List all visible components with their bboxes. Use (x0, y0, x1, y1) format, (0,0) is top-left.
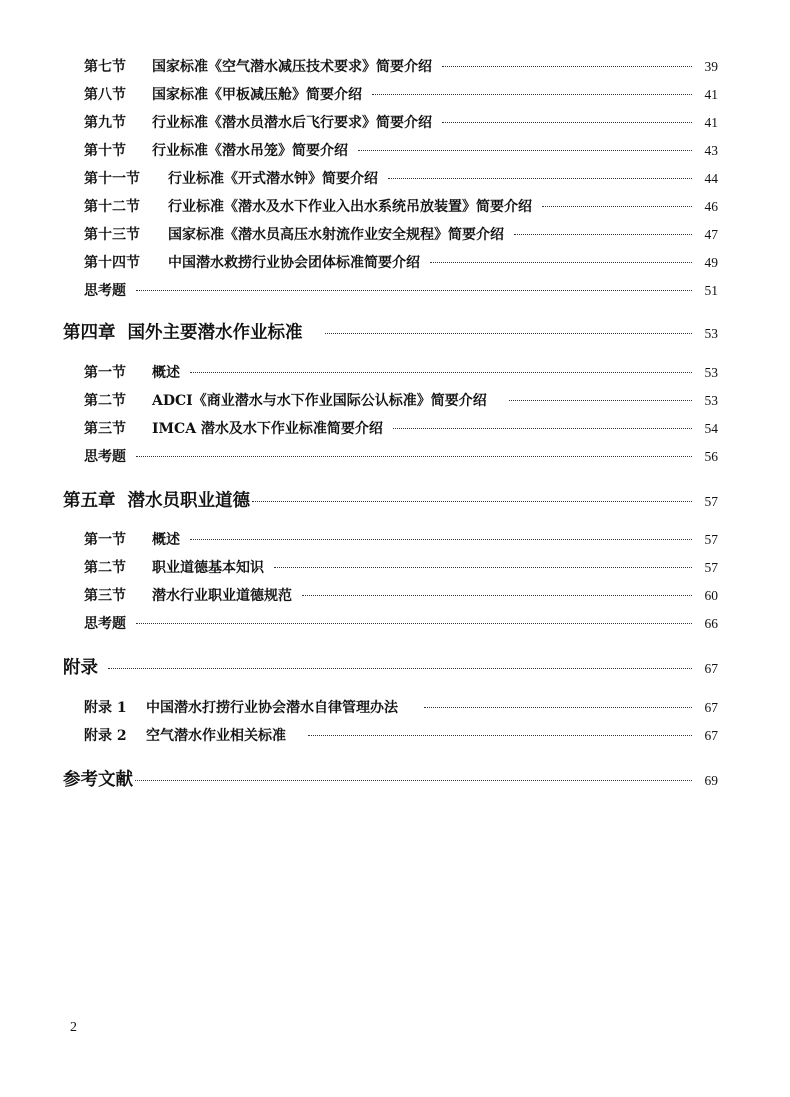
dot-leader (430, 262, 692, 263)
toc-title: 行业标准《潜水及水下作业入出水系统吊放装置》简要介绍 (168, 199, 532, 215)
toc-chapter-entry[interactable] (63, 487, 718, 512)
toc-page-number: 53 (704, 365, 718, 380)
toc-page-number: 69 (704, 773, 718, 788)
toc-entry[interactable] (84, 613, 718, 633)
dot-leader (424, 707, 692, 708)
toc-entry[interactable] (84, 585, 718, 605)
appendix-title: 中国潜水打捞行业协会潜水自律管理办法 (146, 700, 398, 716)
chapter-title: 潜水员职业道德 (127, 491, 250, 511)
toc-entry[interactable] (84, 84, 718, 104)
toc-page-number: 53 (704, 326, 718, 341)
toc-page-number: 41 (704, 87, 718, 102)
toc-title: 行业标准《潜水员潜水后飞行要求》简要介绍 (152, 115, 432, 131)
toc-label: 第七节 (84, 59, 126, 75)
toc-chapter-entry[interactable] (63, 654, 718, 679)
toc-label: 第十二节 (84, 199, 140, 215)
toc-page-number: 53 (704, 393, 718, 408)
toc-label: 第九节 (84, 115, 126, 131)
toc-appendix-entry[interactable] (84, 725, 718, 745)
toc-page-number: 49 (704, 255, 718, 270)
dot-leader (302, 595, 692, 596)
toc-label: 第一节 (84, 365, 126, 381)
dot-leader (509, 400, 692, 401)
dot-leader (358, 150, 692, 151)
toc-label: 思考题 (84, 616, 126, 632)
toc-label: 第十节 (84, 143, 126, 159)
toc-label: 思考题 (84, 449, 126, 465)
toc-label: 第八节 (84, 87, 126, 103)
toc-entry[interactable] (84, 446, 718, 466)
appendix-label: 附录 2 (84, 728, 127, 744)
chapter-label: 参考文献 (63, 770, 133, 790)
toc-label: 第二节 (84, 560, 126, 576)
toc-page-number: 67 (704, 728, 718, 743)
toc-page-number: 41 (704, 115, 718, 130)
toc-entry[interactable] (84, 56, 718, 76)
dot-leader (325, 333, 693, 334)
toc-page-number: 54 (704, 421, 718, 436)
dot-leader (108, 668, 692, 669)
toc-page-number: 47 (704, 227, 718, 242)
dot-leader (514, 234, 692, 235)
dot-leader (136, 456, 692, 457)
dot-leader (442, 122, 692, 123)
toc-page-number: 66 (704, 616, 718, 631)
toc-title: 国家标准《潜水员高压水射流作业安全规程》简要介绍 (168, 227, 504, 243)
chapter-label: 第五章 (63, 491, 116, 511)
page-number: 2 (70, 1020, 77, 1035)
toc-title: 潜水行业职业道德规范 (152, 588, 292, 604)
toc-entry[interactable] (84, 252, 718, 272)
toc-title: 职业道德基本知识 (152, 560, 264, 576)
dot-leader (442, 66, 692, 67)
toc-entry[interactable] (84, 224, 718, 244)
toc-entry[interactable] (84, 196, 718, 216)
dot-leader (135, 780, 692, 781)
toc-label: 第十四节 (84, 255, 140, 271)
toc-entry[interactable] (84, 390, 718, 410)
toc-page-number: 57 (704, 532, 718, 547)
toc-title: 国家标准《甲板减压舱》简要介绍 (152, 87, 362, 103)
toc-entry[interactable] (84, 362, 718, 382)
chapter-label: 第四章 (63, 323, 116, 343)
appendix-label: 附录 1 (84, 700, 127, 716)
toc-entry[interactable] (84, 168, 718, 188)
toc-entry[interactable] (84, 557, 718, 577)
toc-title: 行业标准《开式潜水钟》简要介绍 (168, 171, 378, 187)
toc-entry[interactable] (84, 280, 718, 300)
toc-appendix-entry[interactable] (84, 697, 718, 717)
toc-title: IMCA 潜水及水下作业标准简要介绍 (152, 421, 383, 437)
toc-title: 中国潜水救捞行业协会团体标准简要介绍 (168, 255, 420, 271)
toc-entry[interactable] (84, 418, 718, 438)
toc-page-number: 39 (704, 59, 718, 74)
dot-leader (136, 623, 692, 624)
toc-page-number: 57 (704, 560, 718, 575)
toc-entry[interactable] (84, 112, 718, 132)
toc-page-number: 56 (704, 449, 718, 464)
toc-page-number: 44 (704, 171, 718, 186)
chapter-title: 国外主要潜水作业标准 (127, 323, 303, 343)
toc-entry[interactable] (84, 140, 718, 160)
toc-title: ADCI《商业潜水与水下作业国际公认标准》简要介绍 (152, 393, 487, 409)
toc-page-number: 43 (704, 143, 718, 158)
toc-label: 第三节 (84, 588, 126, 604)
toc-label: 第十三节 (84, 227, 140, 243)
toc-label: 思考题 (84, 283, 126, 299)
toc-page-number: 46 (704, 199, 718, 214)
dot-leader (393, 428, 692, 429)
appendix-title: 空气潜水作业相关标准 (146, 728, 286, 744)
dot-leader (190, 372, 692, 373)
toc-title: 行业标准《潜水吊笼》简要介绍 (152, 143, 348, 159)
toc-label: 第十一节 (84, 171, 140, 187)
toc-page-number: 60 (704, 588, 718, 603)
toc-page-number: 51 (704, 283, 718, 298)
dot-leader (308, 735, 692, 736)
toc-title: 概述 (152, 532, 180, 548)
toc-page-number: 67 (704, 700, 718, 715)
toc-chapter-entry[interactable] (63, 766, 718, 791)
toc-page-number: 67 (704, 661, 718, 676)
dot-leader (136, 290, 692, 291)
toc-entry[interactable] (84, 529, 718, 549)
toc-label: 第二节 (84, 393, 126, 409)
chapter-label: 附录 (63, 658, 98, 678)
dot-leader (388, 178, 692, 179)
toc-title: 概述 (152, 365, 180, 381)
dot-leader (252, 501, 692, 502)
toc-label: 第一节 (84, 532, 126, 548)
dot-leader (542, 206, 692, 207)
toc-title: 国家标准《空气潜水减压技术要求》简要介绍 (152, 59, 432, 75)
dot-leader (190, 539, 692, 540)
toc-label: 第三节 (84, 421, 126, 437)
dot-leader (274, 567, 692, 568)
toc-chapter-entry[interactable] (63, 319, 718, 344)
toc-page-number: 57 (704, 494, 718, 509)
dot-leader (372, 94, 692, 95)
